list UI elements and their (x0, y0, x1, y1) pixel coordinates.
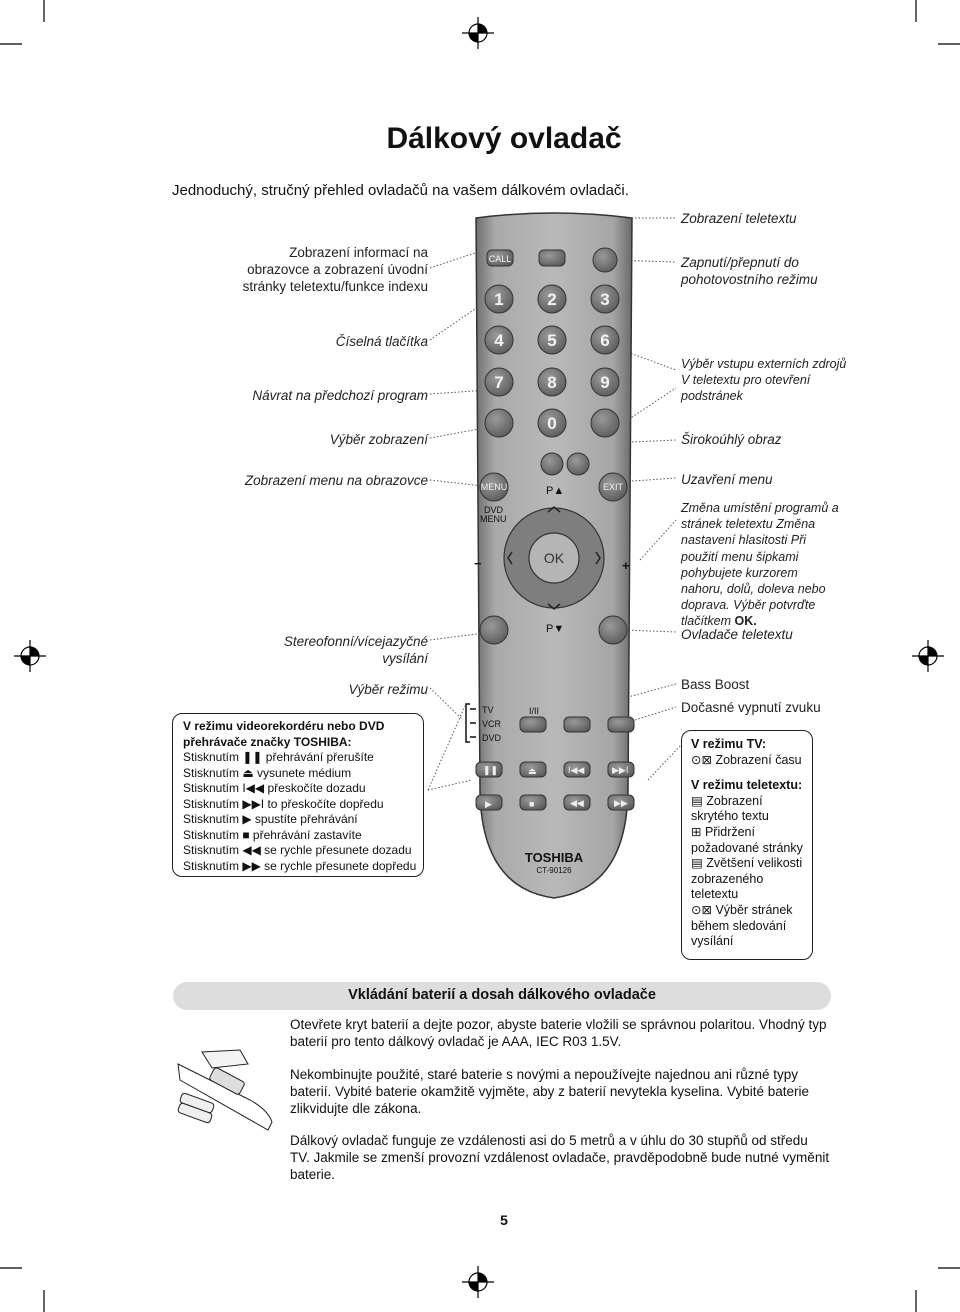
digit-label: 4 (494, 331, 504, 350)
label-picture-select: Výběr zobrazení (329, 432, 428, 447)
vcr-label: VCR (482, 719, 502, 729)
vcr-line: Stisknutím ▶▶I to přeskočíte dopředu (183, 796, 384, 811)
tv-heading: V režimu TV: (691, 737, 767, 751)
digit-label: 9 (600, 373, 610, 392)
vcr-line: Stisknutím ❚❚ přehrávání přerušíte (183, 750, 374, 764)
model-label: CT-90126 (536, 866, 572, 875)
dvd-label: DVD (482, 733, 502, 743)
pause-icon: ❚❚ (483, 765, 499, 775)
battery-illustration (172, 1030, 282, 1140)
skip-forward-icon: ▶▶I (612, 765, 629, 775)
page-title: Dálkový ovladač (386, 122, 622, 155)
vcr-line: Stisknutím ▶ spustíte přehrávání (183, 812, 358, 826)
hold-icon: ⊞ (691, 824, 702, 839)
play-icon: ▶ (485, 799, 492, 809)
power-button[interactable] (593, 248, 617, 272)
label-bass-boost: Bass Boost (681, 677, 750, 692)
subpage-icon: ⊙⊠ (691, 902, 712, 917)
battery-paragraph-3: Dálkový ovladač funguje ze vzdálenosti asi do 5 metrů a v úhlu do 30 stupňů od středu TV. Jakmile se zmenší provozní vzdálenost ovladače, pravděpodobně bude nutné vyměnit baterie. (290, 1133, 830, 1182)
vcr-line: Stisknutím ⏏ vysunete médium (183, 765, 352, 780)
label-widescreen: Širokoúhlý obraz (681, 432, 782, 447)
reveal-icon: ▤ (691, 793, 703, 808)
label-stereo: Stereofonní/vícejazyčné vysílání (283, 634, 428, 666)
teletext-line: Přidržení požadované stránky (691, 824, 803, 855)
call-label: CALL (488, 254, 512, 264)
digit-label: 6 (600, 331, 610, 350)
dual-label: I/II (529, 706, 540, 716)
vcr-line: Stisknutím ▶▶ se rychle přesunete dopředu (183, 858, 417, 873)
skip-back-icon: I◀◀ (568, 765, 585, 775)
label-navigation-text: Změna umístění programů a stránek teletextu Změna nastavení hlasitosti Při použití menu šipkami pohybujete kurzorem nahoru, dolů, doleva nebo doprava. Výběr potvrďte tlačítkem (681, 501, 839, 629)
digit-label: 7 (494, 373, 504, 392)
fast-forward-icon: ▶▶ (614, 798, 628, 808)
widescreen-button[interactable] (567, 453, 589, 475)
teletext-red-button[interactable] (480, 616, 508, 644)
label-mute: Dočasné vypnutí zvuku (681, 700, 821, 715)
digit-label: 2 (547, 290, 557, 309)
p-up-label: P▲ (546, 485, 565, 497)
ok-label: OK (543, 550, 565, 566)
tv-label: TV (482, 705, 494, 715)
previous-program-button[interactable] (485, 409, 513, 437)
label-teletext-controls: Ovladače teletextu (681, 627, 793, 642)
tv-line: Zobrazení času (715, 752, 802, 767)
label-mode-select: Výběr režimu (348, 682, 428, 697)
dual-button[interactable] (520, 717, 546, 732)
battery-heading: Vkládání baterií a dosah dálkového ovladače (348, 987, 656, 1003)
clock-icon: ⊙⊠ (691, 752, 712, 767)
teletext-green-button[interactable] (599, 616, 627, 644)
dvd-menu-label: DVD (484, 505, 504, 515)
label-exit-menu: Uzavření menu (681, 472, 773, 487)
brand-label: TOSHIBA (524, 850, 584, 865)
mode-switch[interactable] (466, 704, 476, 742)
mute-button[interactable] (608, 717, 634, 732)
teletext-line: Zobrazení skrytého textu (691, 793, 769, 824)
vcr-line: Stisknutím ■ přehrávání zastavíte (183, 827, 362, 842)
digit-label: 8 (547, 373, 557, 392)
teletext-button[interactable] (539, 250, 565, 266)
vcr-box-heading: V režimu videorekordéru nebo DVD přehrávače značky TOSHIBA: (183, 719, 385, 749)
size-icon: ▤ (691, 856, 703, 871)
label-info-display: Zobrazení informací na obrazovce a zobrazení úvodní stránky teletextu/funkce indexu (242, 245, 428, 294)
exit-label: EXIT (602, 482, 624, 492)
digit-label: 3 (600, 290, 610, 309)
battery-paragraph-2: Nekombinujte použité, staré baterie s novými a nepoužívejte najednou ani různé typy baterií. Vybité baterie okamžitě vyjměte, aby z baterií nevytekla kyselina. Vybité baterie zlikvidujte dle zákona. (290, 1067, 809, 1116)
bass-boost-button[interactable] (564, 717, 590, 732)
volume-down-icon: − (474, 556, 482, 571)
digit-label: 5 (547, 331, 557, 350)
menu-label: MENU (480, 482, 508, 492)
page-number: 5 (500, 1212, 508, 1228)
teletext-line: Výběr stránek během sledování vysílání (691, 902, 793, 949)
digit-label: 0 (547, 414, 557, 433)
vcr-line: Stisknutím ◀◀ se rychle přesunete dozadu (183, 843, 412, 857)
label-external-input: Výběr vstupu externích zdrojů V teletextu pro otevření podstránek (681, 357, 847, 403)
label-standby: Zapnutí/přepnutí do pohotovostního režimu (681, 255, 818, 287)
rewind-icon: ◀◀ (570, 798, 584, 808)
dvd-menu-label: MENU (480, 514, 507, 524)
label-number-buttons: Číselná tlačítka (335, 334, 428, 349)
teletext-line: Zvětšení velikosti zobrazeného teletextu (691, 856, 803, 902)
volume-up-icon: + (622, 558, 630, 573)
digit-label: 1 (494, 290, 504, 309)
picture-button[interactable] (541, 453, 563, 475)
stop-icon: ■ (529, 799, 535, 809)
ok-word: OK. (734, 614, 757, 629)
input-button[interactable] (591, 409, 619, 437)
vcr-line: Stisknutím I◀◀ přeskočíte dozadu (183, 781, 366, 795)
intro-text: Jednoduchý, stručný přehled ovladačů na vašem dálkovém ovladači. (172, 182, 629, 199)
eject-icon: ⏏ (528, 766, 537, 776)
label-onscreen-menu: Zobrazení menu na obrazovce (244, 473, 428, 488)
label-teletext-display: Zobrazení teletextu (681, 211, 797, 226)
p-down-label: P▼ (546, 623, 565, 635)
battery-paragraph-1: Otevřete kryt baterií a dejte pozor, abyste baterie vložili se správnou polaritou. Vhodný typ baterií pro tento dálkový ovladač je AAA, IEC R03 1.5V. (290, 1017, 827, 1049)
label-previous-program: Návrat na předchozí program (252, 388, 428, 403)
remote-control (462, 212, 646, 902)
teletext-heading: V režimu teletextu: (691, 778, 803, 793)
